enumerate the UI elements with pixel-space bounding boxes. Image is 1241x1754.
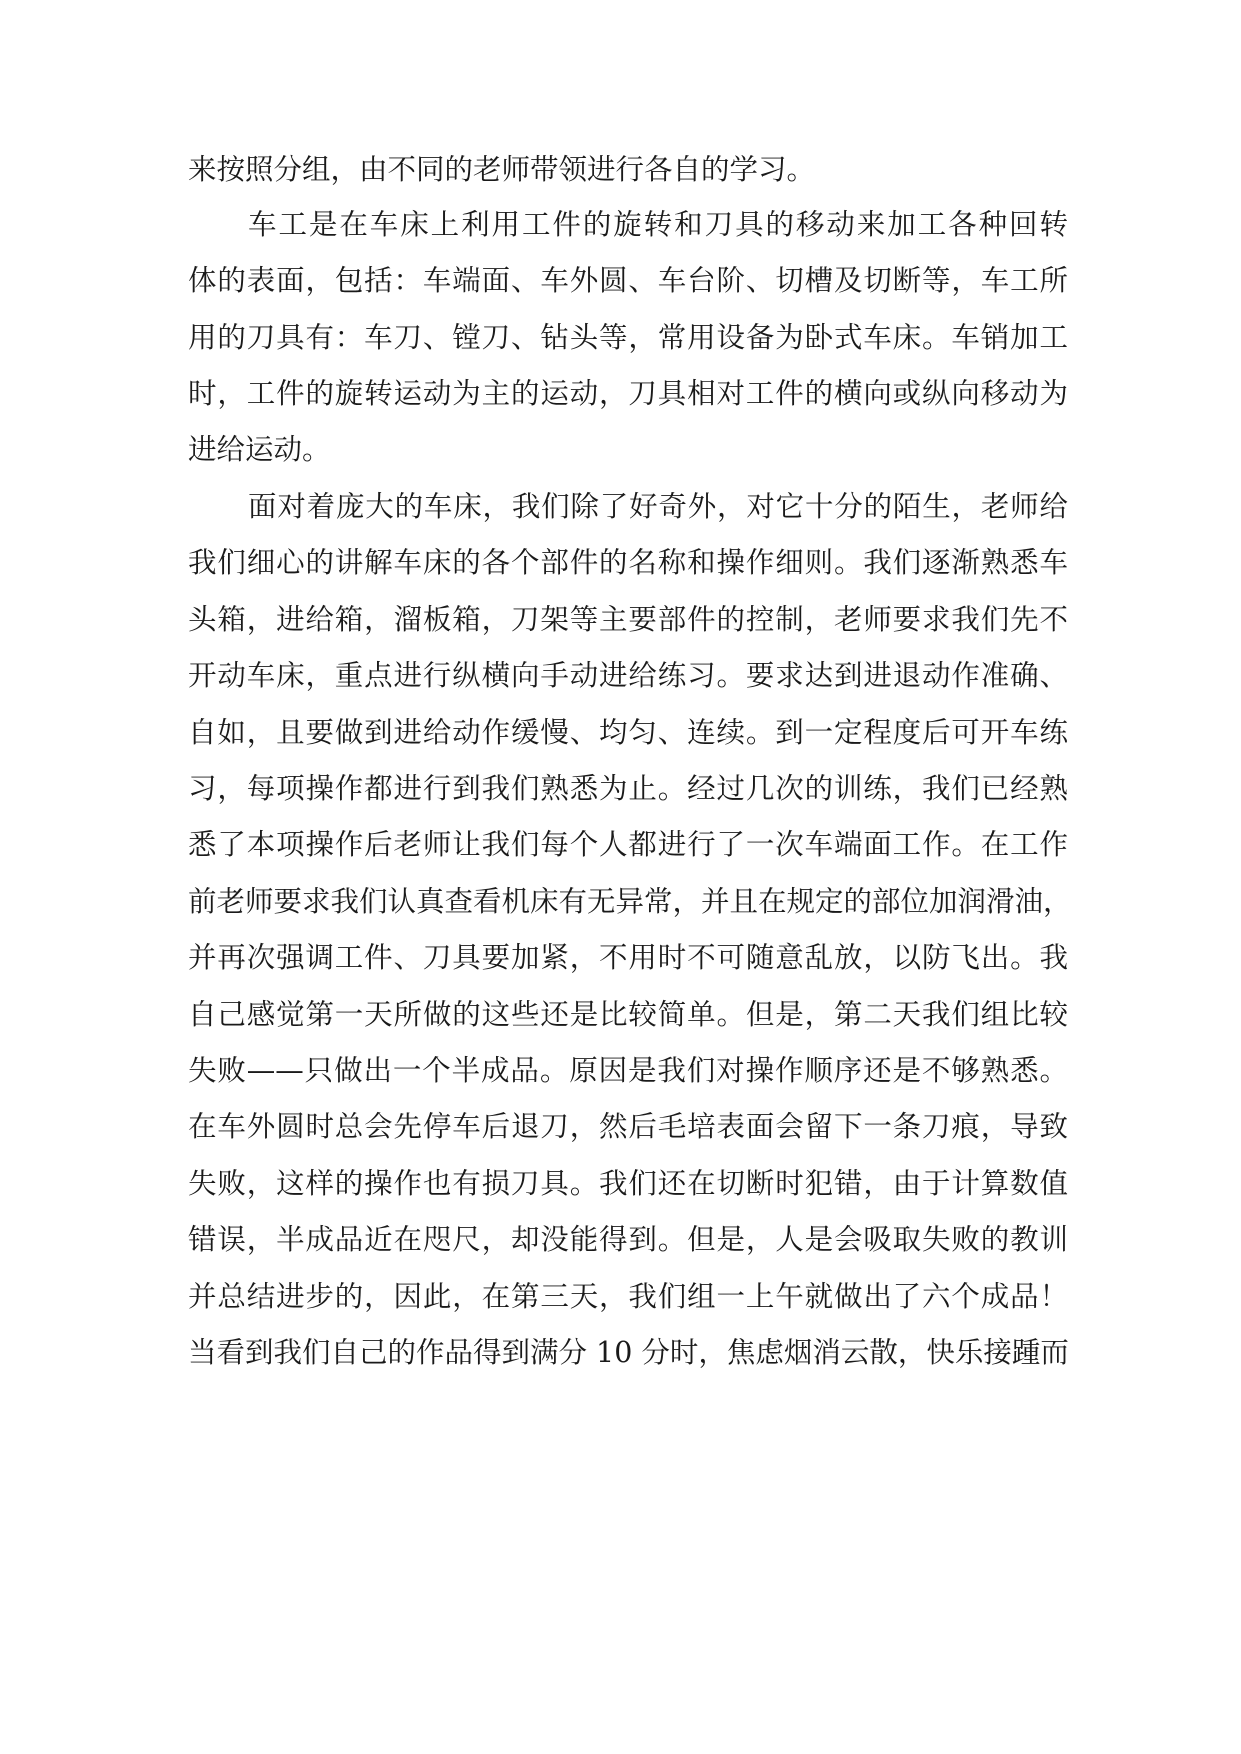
text-line: 并总结进步的，因此，在第三天，我们组一上午就做出了六个成品！ xyxy=(188,1280,1068,1313)
paragraph-first-line: 面对着庞大的车床，我们除了好奇外，对它十分的陌生，老师给 xyxy=(248,490,1068,523)
text-line: 时，工件的旋转运动为主的运动，刀具相对工件的横向或纵向移动为 xyxy=(188,377,1068,410)
paragraph-first-line: 车工是在车床上利用工件的旋转和刀具的移动来加工各种回转 xyxy=(248,208,1068,241)
text-line: 自如，且要做到进给动作缓慢、均匀、连续。到一定程度后可开车练 xyxy=(188,716,1068,749)
text-line: 失败——只做出一个半成品。原因是我们对操作顺序还是不够熟悉。 xyxy=(188,1054,1068,1087)
text-line: 在车外圆时总会先停车后退刀，然后毛培表面会留下一条刀痕，导致 xyxy=(188,1110,1068,1143)
text-line: 悉了本项操作后老师让我们每个人都进行了一次车端面工作。在工作 xyxy=(188,828,1068,861)
text-line: 错误，半成品近在咫尺，却没能得到。但是，人是会吸取失败的教训 xyxy=(188,1223,1068,1256)
text-line: 用的刀具有：车刀、镗刀、钻头等，常用设备为卧式车床。车销加工 xyxy=(188,321,1068,354)
text-line: 并再次强调工件、刀具要加紧，不用时不可随意乱放，以防飞出。我 xyxy=(188,941,1068,974)
text-line: 开动车床，重点进行纵横向手动进给练习。要求达到进退动作准确、 xyxy=(188,659,1068,692)
text-line: 习，每项操作都进行到我们熟悉为止。经过几次的训练，我们已经熟 xyxy=(188,772,1068,805)
text-line: 失败，这样的操作也有损刀具。我们还在切断时犯错，由于计算数值 xyxy=(188,1167,1068,1200)
text-line: 前老师要求我们认真查看机床有无异常，并且在规定的部位加润滑油， xyxy=(188,885,1072,918)
text-line: 体的表面，包括：车端面、车外圆、车台阶、切槽及切断等，车工所 xyxy=(188,264,1068,297)
text-line: 头箱，进给箱，溜板箱，刀架等主要部件的控制，老师要求我们先不 xyxy=(188,603,1068,636)
text-line: 来按照分组，由不同的老师带领进行各自的学习。 xyxy=(188,153,816,186)
text-line: 自己感觉第一天所做的这些还是比较简单。但是，第二天我们组比较 xyxy=(188,998,1068,1031)
text-line: 我们细心的讲解车床的各个部件的名称和操作细则。我们逐渐熟悉车 xyxy=(188,546,1068,579)
text-line: 当看到我们自己的作品得到满分 10 分时，焦虑烟消云散，快乐接踵而 xyxy=(188,1336,1069,1369)
text-line: 进给运动。 xyxy=(188,433,331,466)
